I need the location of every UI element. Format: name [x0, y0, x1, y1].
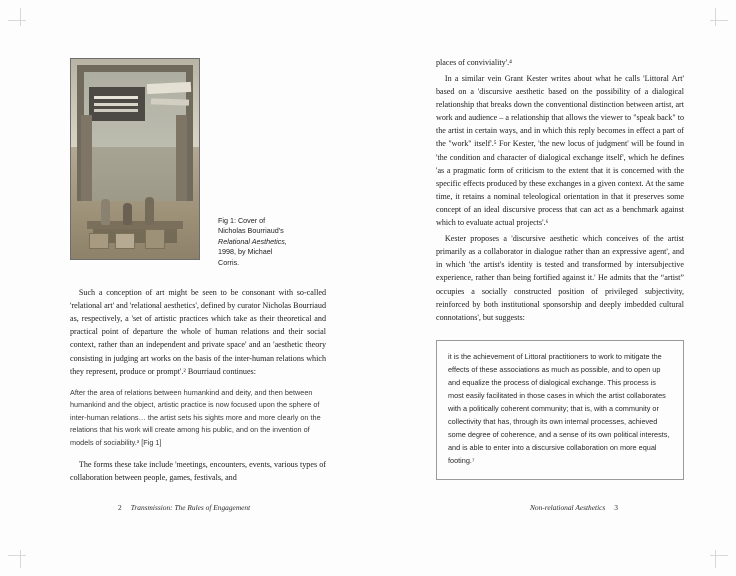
- crop-mark: [20, 550, 21, 568]
- running-head-right: Non-relational Aesthetics: [529, 503, 606, 512]
- footer-right: [530, 503, 618, 512]
- figure-person: [145, 197, 154, 225]
- running-head-left: Transmission: The Rules of Engagement: [130, 503, 251, 512]
- figure-image: [70, 58, 200, 260]
- figure-person: [123, 203, 132, 225]
- figure-caption-line-1: Fig 1: Cover of: [218, 216, 266, 225]
- crop-mark: [8, 20, 26, 21]
- figure-caption: [218, 216, 326, 268]
- figure-banner-secondary: [151, 98, 189, 105]
- page-number-right: 3: [614, 503, 618, 512]
- crop-mark: [715, 8, 716, 26]
- figure-wall-panel: [89, 87, 145, 121]
- footer-left: [118, 503, 250, 512]
- crop-mark: [710, 555, 728, 556]
- crop-mark: [8, 555, 26, 556]
- left-page: [48, 28, 348, 548]
- figure-caption-line-5: Corris.: [218, 257, 240, 267]
- paragraph: places of conviviality'.⁴: [436, 58, 512, 67]
- figure-caption-line-3: Relational Aesthetics,: [218, 236, 287, 246]
- crop-mark: [715, 550, 716, 568]
- figure-artwork: [71, 59, 199, 259]
- figure-crate: [145, 229, 165, 249]
- figure-caption-line-2: Nicholas Bourriaud's: [218, 226, 284, 236]
- figure-crate: [89, 233, 109, 249]
- paragraph: Such a conception of art might be seen to be consonant with so-called 'relational art' and 'relational aesthetics', defined by curator Nicholas Bourriaud as, respectively, a 'set of artistic practices which take as their theoretical and practical point of departure the whole of human relations and their social context, rather than an independent and private space' and an 'aesthetic theory consisting in judging art works on the basis of the inter-human relations which they represent, produce or prompt'.² Bourriaud continues:: [70, 288, 326, 376]
- figure-caption-line-4: 1998, by Michael: [218, 247, 273, 257]
- figure-column-right: [176, 115, 187, 201]
- crop-mark: [20, 8, 21, 26]
- figure-person: [101, 199, 110, 225]
- boxed-quote: it is the achievement of Littoral practitioners to work to mitigate the effects of these associations as much as possible, and to open up and equalize the process of dialogical exchange. This process is most easily facilitated in those cases in which the artist collaborates with a politically coherent community; that is, with a community or collectivity that has, through its own internal processes, achieved some degree of coherence, and a sense of its own political interests, and is able to enter into a discursive collaboration on more equal footing.⁷: [436, 340, 684, 480]
- paragraph: The forms these take include 'meetings, encounters, events, various types of collaboration between people, games, festivals, and: [70, 459, 326, 482]
- left-page-text-column: [70, 286, 326, 487]
- figure-column-left: [81, 115, 92, 201]
- right-page-text-column: [436, 56, 684, 480]
- spread-content: [48, 28, 688, 548]
- block-quote: After the area of relations between humankind and deity, and then between humankind and the object, artistic practice is now focused upon the sphere of inter-human relations… the artist sets his sights more and more clearly on the relations that his work will create among his public, and on the invention of models of sociability.³ [Fig 1]: [70, 387, 321, 447]
- right-page: [388, 28, 688, 548]
- paragraph: In a similar vein Grant Kester writes about what he calls 'Littoral Art' based on a 'discursive aesthetic based on the possibility of a dialogical relationship that breaks down the conventional distinction between artist, art work and audience – a relationship that allows the viewer to "speak back" to the artist in certain ways, and in which this reply becomes in effect a part of the "work" itself'.⁵ For Kester, 'the new locus of judgment' will be found in 'the condition and character of dialogical exchange itself', which he defines 'as a pragmatic form of criticism to the extent that it is concerned with the specific effects produced by these exchanges in a given context. At the same time, it retains a nominal teleological orientation in that it preserves some concept of an ideal discursive process that can act as a benchmark against which to evaluate actual projects'.⁶: [436, 73, 684, 228]
- paragraph: Kester proposes a 'discursive aesthetic which conceives of the artist primarily as a collaborator in dialogue rather than an expressive agent', and in which 'the artist's identity is tested and transformed by intersubjective experience, rather than being fortified against it.' He admits that the “artist” occupies a socially constructed position of privileged subjectivity, reinforced by both institutional sponsorship and deeply imbedded cultural connotations', but suggests:: [436, 234, 684, 322]
- figure-crate: [115, 233, 135, 249]
- page-number-left: 2: [118, 503, 122, 512]
- crop-mark: [710, 20, 728, 21]
